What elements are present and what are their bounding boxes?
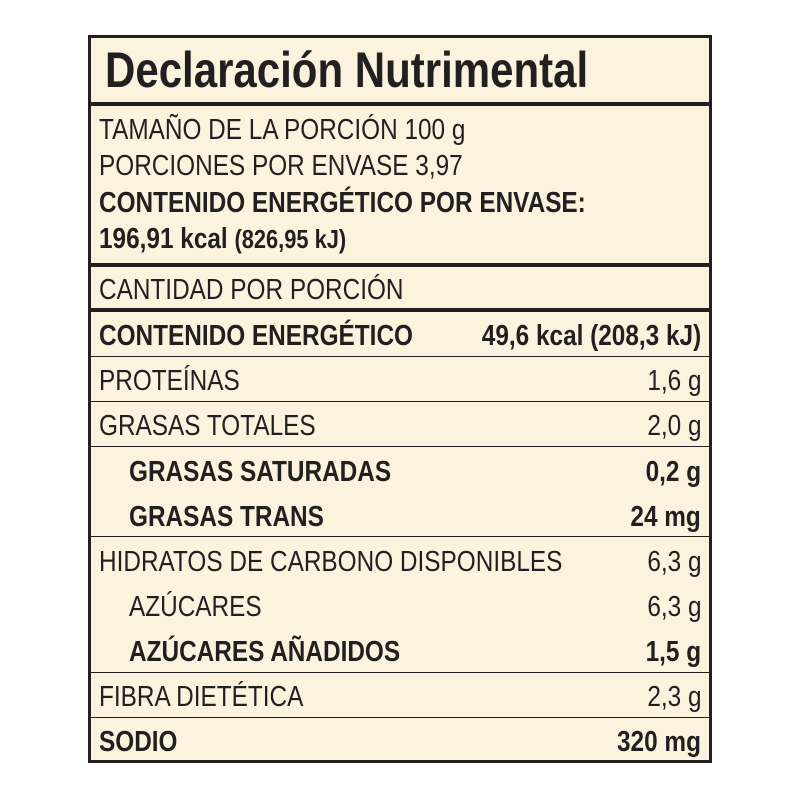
nutrient-value: 1,6 g	[646, 365, 701, 397]
nutrient-label: SODIO	[99, 726, 178, 758]
nutrient-label: AZÚCARES	[129, 591, 262, 623]
nutrient-label: HIDRATOS DE CARBONO DISPONIBLES	[99, 546, 563, 578]
nutrient-label: PROTEÍNAS	[99, 365, 240, 397]
nutrient-label: GRASAS TRANS	[129, 501, 324, 533]
nutrient-value: 6,3 g	[646, 546, 701, 578]
section-divider	[91, 308, 709, 312]
label-title-bar	[91, 38, 709, 106]
nutrient-value: 6,3 g	[646, 591, 701, 623]
nutrient-label: GRASAS SATURADAS	[129, 456, 392, 488]
row-divider	[91, 672, 709, 673]
nutrient-value: 49,6 kcal (208,3 kJ)	[481, 320, 701, 352]
section-divider	[91, 263, 709, 267]
serving-size: TAMAÑO DE LA PORCIÓN 100 g	[99, 114, 466, 146]
nutrient-label: AZÚCARES AÑADIDOS	[129, 636, 401, 668]
servings-per-container: PORCIONES POR ENVASE 3,97	[99, 150, 463, 182]
nutrient-value: 24 mg	[630, 501, 701, 533]
nutrition-facts-label	[88, 35, 712, 763]
row-divider	[91, 717, 709, 718]
energy-per-container-label: CONTENIDO ENERGÉTICO POR ENVASE:	[99, 187, 586, 219]
amount-per-serving: CANTIDAD POR PORCIÓN	[99, 274, 404, 306]
label-title: Declaración Nutrimental	[105, 42, 589, 98]
nutrient-value: 2,0 g	[646, 410, 701, 442]
nutrient-label: GRASAS TOTALES	[99, 410, 316, 442]
nutrient-value: 0,2 g	[645, 456, 701, 488]
nutrient-label: FIBRA DIETÉTICA	[99, 681, 304, 713]
row-divider	[91, 446, 709, 447]
nutrient-label: CONTENIDO ENERGÉTICO	[99, 320, 414, 352]
row-divider	[91, 401, 709, 402]
energy-per-container-value: 196,91 kcal (826,95 kJ)	[99, 223, 347, 255]
nutrient-value: 2,3 g	[646, 681, 701, 713]
row-divider	[91, 536, 709, 537]
row-divider	[91, 356, 709, 357]
nutrient-value: 320 mg	[617, 726, 701, 758]
nutrient-value: 1,5 g	[645, 636, 701, 668]
